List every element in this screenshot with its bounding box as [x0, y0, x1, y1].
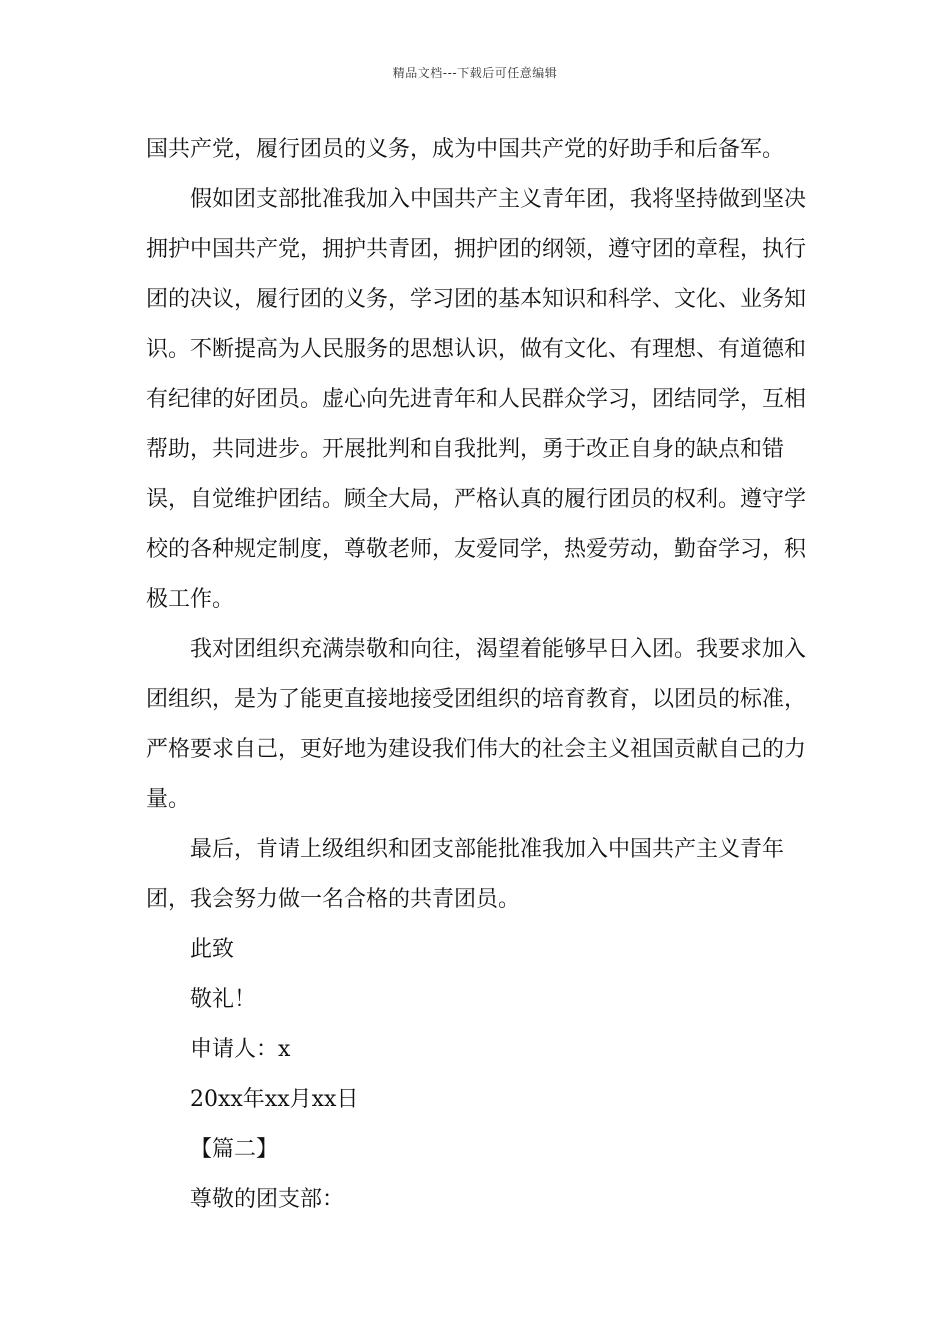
paragraph-4: 最后，肯请上级组织和团支部能批准我加入中国共产主义青年团，我会努力做一名合格的共青团员。 — [146, 837, 785, 912]
applicant-line: 申请人：x — [190, 1037, 291, 1062]
respect-line: 敬礼！ — [190, 987, 257, 1012]
salutation: 此致 — [190, 937, 235, 962]
date-line: 20xx年xx月xx日 — [190, 1087, 359, 1112]
document-body — [146, 125, 806, 1225]
paragraph-1: 国共产党，履行团员的义务，成为中国共产党的好助手和后备军。 — [146, 137, 785, 162]
section-heading: 【篇二】 — [190, 1137, 279, 1162]
greeting-line: 尊敬的团支部： — [190, 1187, 345, 1212]
paragraph-3: 我对团组织充满崇敬和向往，渴望着能够早日入团。我要求加入团组织，是为了能更直接地接受团组织的培育教育，以团员的标准，严格要求自己，更好地为建设我们伟大的社会主义祖国贡献自己的力量。 — [146, 637, 807, 812]
page-header: 精品文档---下载后可任意编辑 — [392, 66, 558, 80]
paragraph-2: 假如团支部批准我加入中国共产主义青年团，我将坚持做到坚决拥护中国共产党，拥护共青团，拥护团的纲领，遵守团的章程，执行团的决议，履行团的义务，学习团的基本知识和科学、文化、业务知识。不断提高为人民服务的思想认识，做有文化、有理想、有道德和有纪律的好团员。虚心向先进青年和人民群众学习，团结同学，互相帮助，共同进步。开展批判和自我批判，勇于改正自身的缺点和错误，自觉维护团结。顾全大局，严格认真的履行团员的权利。遵守学校的各种规定制度，尊敬老师，友爱同学，热爱劳动，勤奋学习，积极工作。 — [146, 187, 807, 612]
